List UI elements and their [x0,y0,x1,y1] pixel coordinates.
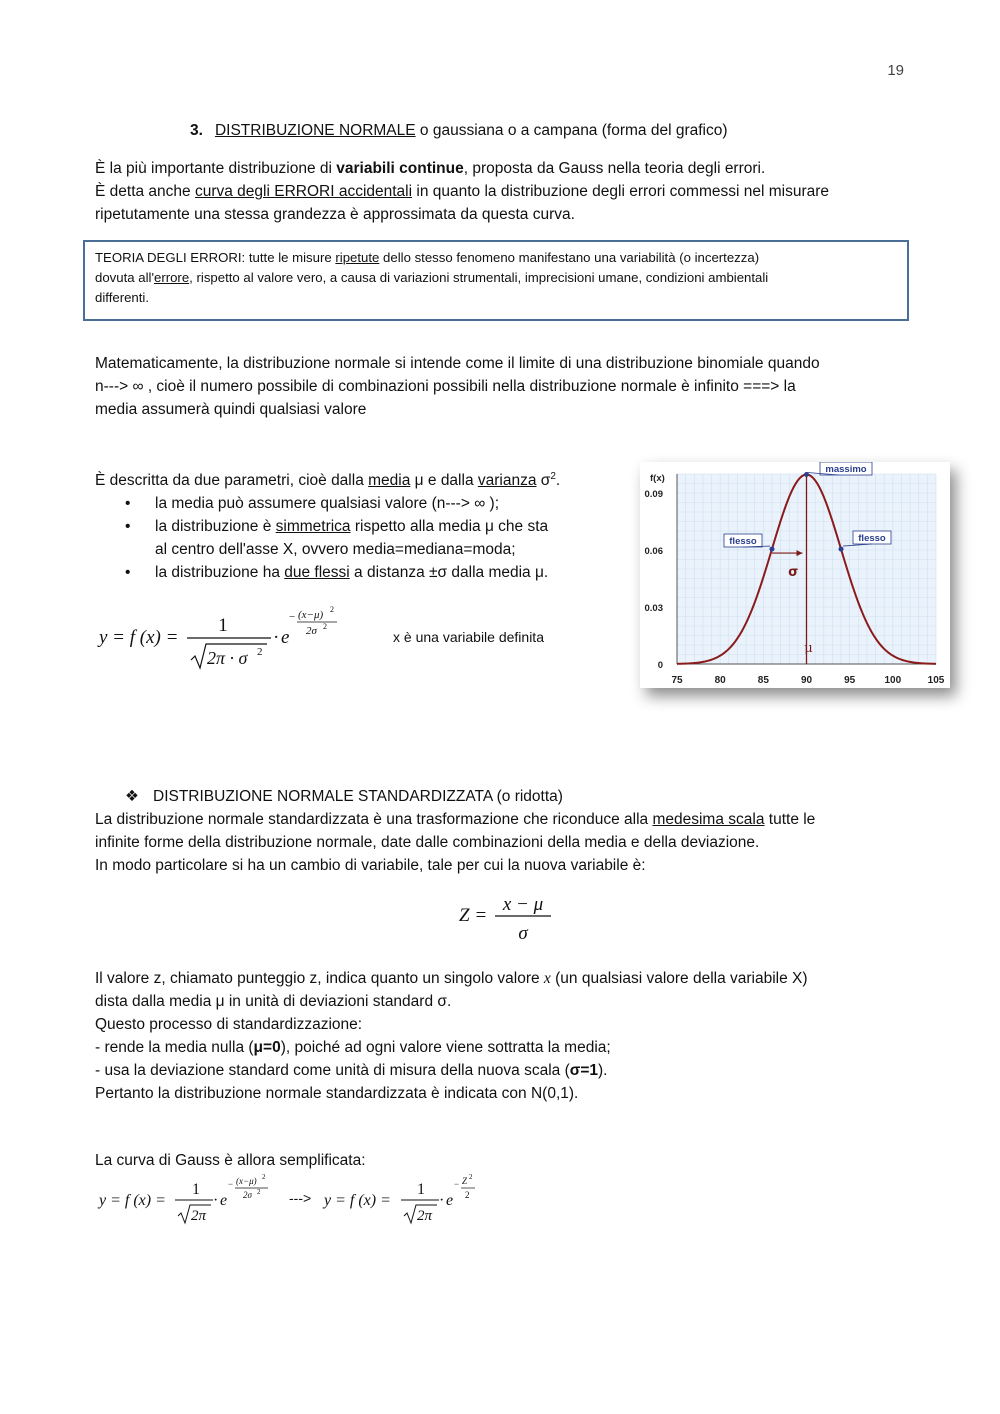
page-number: 19 [887,62,904,79]
z-text: dista dalla media μ in unità di deviazioni standard σ. [95,993,452,1010]
gauss-den-1: 2π [191,1208,207,1224]
y-tick-label: 0.06 [644,546,663,557]
z-var-x: x [543,970,551,987]
gauss-e-2: e [446,1192,454,1209]
gauss-exp2-den: 2 [465,1190,470,1200]
std-text: In modo particolare si ha un cambio di variabile, tale per cui la nuova variabile è: [95,857,646,874]
gauss-simplified-formula [95,1170,495,1230]
gauss-dot-1: · [213,1192,219,1209]
formula-lhs: y = f (x) = [99,627,179,648]
variable-note: x è una variabile definita [393,629,544,645]
std-text: La distribuzione normale standardizzata è una trasformazione che riconduce alla [95,811,653,828]
z-text: ). [598,1062,608,1079]
max-annotation-label: massimo [825,464,867,475]
gauss-lhs-2: y = f (x) = [324,1192,391,1209]
params-sup: 2 [550,471,556,482]
gauss-arrow: ---> [289,1190,312,1206]
section-title-main: DISTRIBUZIONE NORMALE [214,122,416,139]
sigma-label: σ [788,565,799,581]
gauss-num-1: 1 [192,1181,200,1198]
theory-box [83,240,909,321]
list-item-text: a distanza ±σ dalla media μ. [349,564,549,582]
section-title-rest: o gaussiana o a campana (forma del grafico) [415,122,728,139]
gauss-lhs-1: y = f (x) = [99,1192,166,1209]
formula-exp-num: (x−μ) [298,609,324,621]
params-underlined: media [368,472,411,490]
list-item-text: la distribuzione è [155,518,276,536]
z-text: - rende la media nulla ( [95,1039,254,1056]
list-item [95,561,625,584]
formula-minus: − [289,611,296,623]
box-text: differenti. [95,290,150,305]
standardized-section [95,785,915,877]
x-tick-label: 100 [884,675,902,686]
formula-dot: · [273,627,280,648]
std-text: infinite forme della distribuzione normale, date dalle combinazioni della media e della deviazione. [95,834,760,851]
formula-denominator: 2π · σ [207,648,248,668]
parameter-list [95,492,625,584]
z-paragraph [95,967,915,1105]
math-text: media assumerà quindi qualsiasi valore [95,401,367,418]
box-text: dello stesso fenomeno manifestano una variabilità (o incertezza) [379,250,760,265]
x-tick-label: 80 [714,675,726,686]
intro-underlined: curva degli ERRORI accidentali [194,183,413,200]
gauss-exp2-num: Z [462,1176,468,1186]
list-item-text: la media può assumere qualsiasi valore (n---> ∞ ); [155,495,500,513]
params-text: È descritta da due parametri, cioè dalla [95,472,369,490]
bullet-icon: • [125,495,131,513]
z-text: ), poiché ad ogni valore viene sottratta la media; [280,1039,611,1056]
box-underlined: ripetute [335,250,380,265]
z-bold: σ=1 [569,1062,599,1079]
z-text: Il valore z, chiamato punteggio z, indica quanto un singolo valore [95,970,544,987]
section-title [190,122,728,140]
x-tick-label: 90 [800,675,813,686]
list-item-continuation [95,538,625,561]
y-tick-label: 0.09 [644,489,663,500]
inflection-right-annotation-label: flesso [858,533,886,544]
params-text: σ [536,472,551,490]
z-lhs: Z = [459,905,488,926]
list-item [95,515,625,538]
list-item-text: la distribuzione ha [155,564,285,582]
intro-text: È la più importante distribuzione di [95,160,337,177]
formula-exp-den: 2σ [306,625,317,637]
list-item-underlined: due flessi [284,564,350,582]
inflection-left-annotation-label: flesso [729,536,757,547]
z-text: Questo processo di standardizzazione: [95,1016,363,1033]
y-tick-label: 0 [657,660,663,671]
list-item-text: al centro dell'asse X, ovvero media=mediana=moda; [155,541,516,559]
box-text: dovuta all' [95,270,154,285]
intro-text: È detta anche [95,183,195,200]
bullet-icon: • [125,564,131,582]
params-text: μ e dalla [410,472,478,490]
x-tick-label: 105 [927,675,945,686]
bullet-icon: • [125,518,131,536]
chart-svg [640,462,950,688]
gauss-exp1-den-sup: 2 [257,1188,261,1196]
normal-density-formula [95,598,385,674]
box-underlined: errore [153,270,190,285]
intro-text: ripetutamente una stessa grandezza è approssimata da questa curva. [95,206,575,223]
x-tick-label: 75 [671,675,683,686]
list-item-text: rispetto alla media μ che sta [350,518,549,536]
diamond-bullet-icon: ❖ [125,788,139,805]
z-text: Pertanto la distribuzione normale standardizzata è indicata con N(0,1). [95,1085,579,1102]
gauss-exp1-den: 2σ [243,1190,252,1200]
x-tick-label: 85 [757,675,769,686]
formula-den-sup: 2 [257,646,263,658]
intro-bold: variabili continue [336,160,464,177]
box-text: , rispetto al valore vero, a causa di variazioni strumentali, imprecisioni umane, condizioni ambientali [189,270,769,285]
normal-distribution-chart [640,462,950,688]
box-text: TEORIA DEGLI ERRORI: tutte le misure [95,250,336,265]
z-numerator: x − μ [502,894,544,915]
inflection-point-right [839,547,844,552]
x-tick-label: 95 [844,675,856,686]
gauss-exp1-sup: 2 [262,1173,266,1181]
formula-exp-den-sup: 2 [323,622,327,631]
gauss-exp2-sup: 2 [469,1173,473,1181]
y-tick-label: 0.03 [644,603,663,614]
z-text: (un qualsiasi valore della variabile X) [550,970,808,987]
list-item [95,492,625,515]
gauss-intro: La curva di Gauss è allora semplificata: [95,1152,366,1169]
std-heading: DISTRIBUZIONE NORMALE STANDARDIZZATA (o ridotta) [153,788,563,805]
params-text: . [555,472,561,490]
z-text: - usa la deviazione standard come unità di misura della nuova scala ( [95,1062,570,1079]
parameters-paragraph [95,465,625,584]
formula-e: e [281,627,290,648]
intro-text: , proposta da Gauss nella teoria degli errori. [463,160,766,177]
list-item-underlined: simmetrica [275,518,351,536]
intro-paragraph [95,157,915,226]
gauss-e-1: e [220,1192,228,1209]
params-underlined: varianza [477,472,537,490]
std-underlined: medesima scala [652,811,765,828]
formula-exp-num-sup: 2 [330,605,334,614]
gauss-num-2: 1 [417,1181,425,1198]
section-number: 3. [190,122,203,139]
z-formula [455,890,565,946]
gauss-dot-2: · [439,1192,445,1209]
intro-text: in quanto la distribuzione degli errori commessi nel misurare [412,183,830,200]
math-text: n---> ∞ , cioè il numero possibile di combinazioni possibili nella distribuzione normale è infinito ===> la [95,378,796,395]
gauss-minus-1: − [228,1179,234,1189]
gauss-minus-2: − [454,1179,460,1189]
gauss-den-2: 2π [417,1208,433,1224]
formula-numerator: 1 [218,615,228,636]
math-paragraph [95,352,925,421]
gauss-exp1-num: (x−μ) [236,1176,257,1186]
y-axis-label: f(x) [650,473,665,484]
math-text: Matematicamente, la distribuzione normale si intende come il limite di una distribuzione binomiale quando [95,355,820,372]
std-text: tutte le [764,811,816,828]
z-bold: μ=0 [253,1039,281,1056]
z-denominator: σ [518,923,528,944]
inflection-point-left [769,547,774,552]
mu-label: μ [804,641,813,656]
